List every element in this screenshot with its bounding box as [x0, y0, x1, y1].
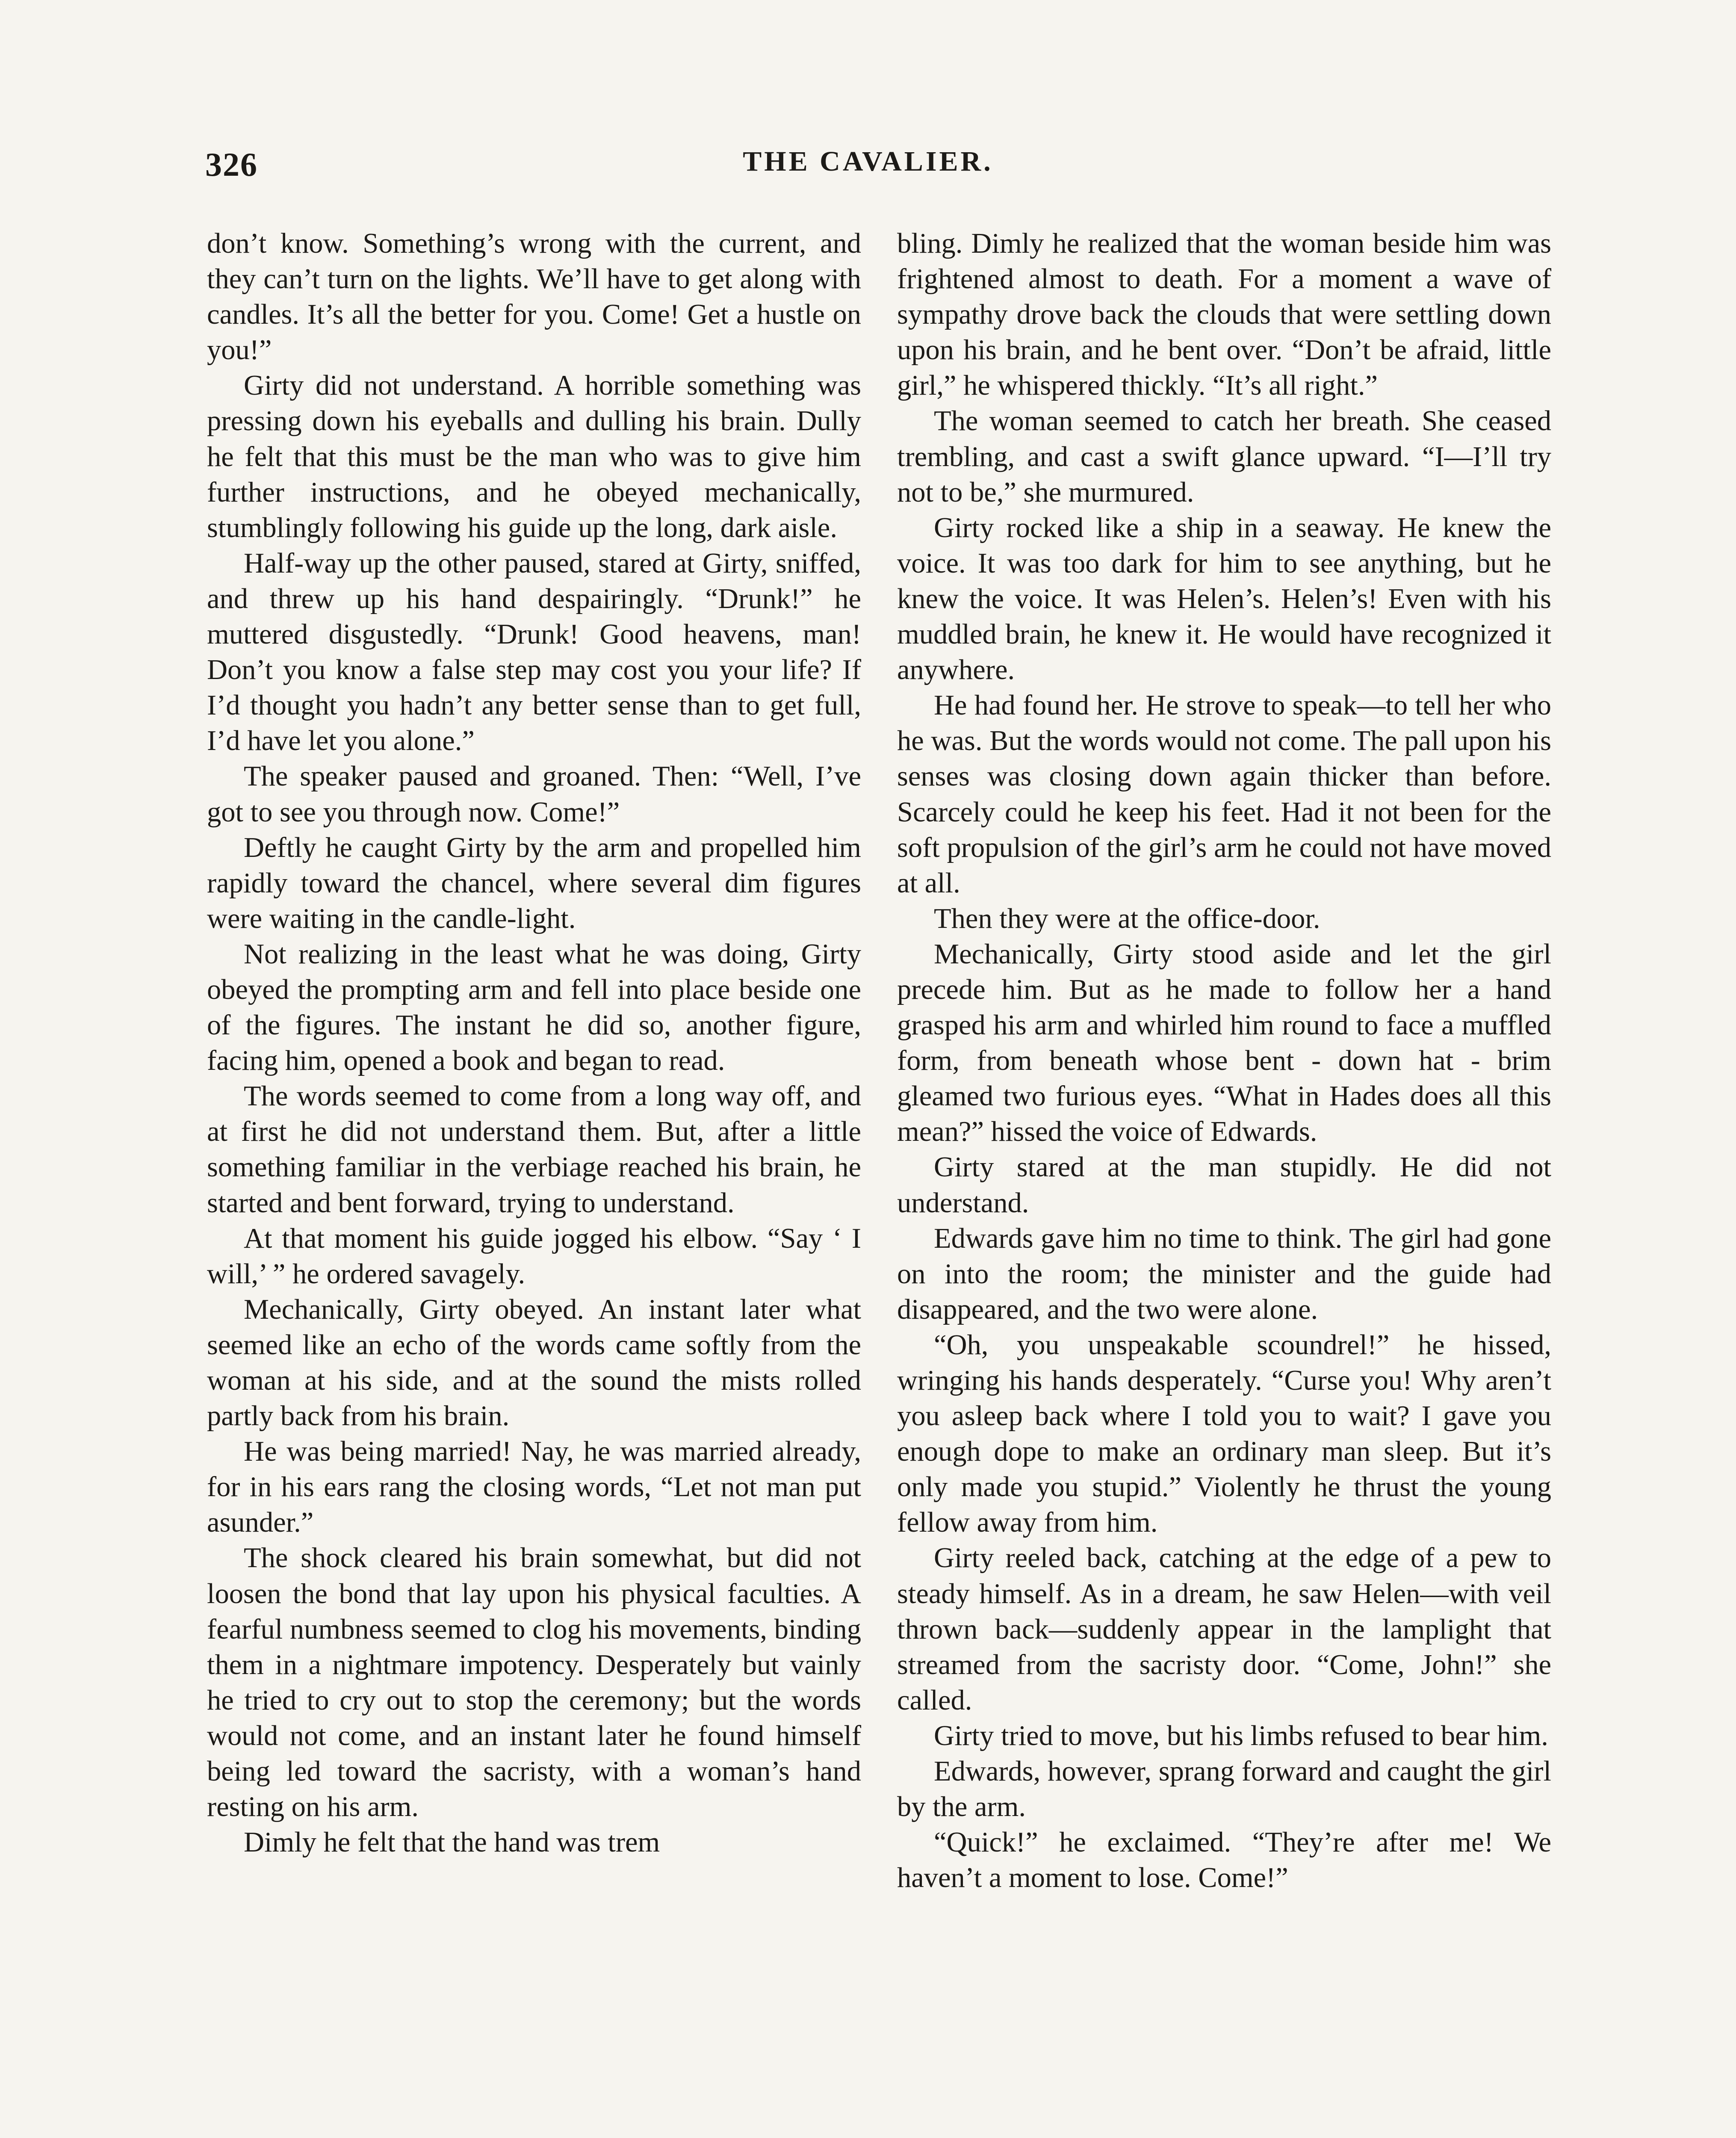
paragraph: Mechanically, Girty stood aside and let the girl precede him. But as he made to follow her a hand grasped his arm and whirled him round to face a muffled form, from beneath whose bent - down hat - brim gleamed two furious eyes. “What in Hades does all this mean?” hissed the voice of Edwards. — [897, 938, 1551, 1148]
paragraph: don’t know. Something’s wrong with the current, and they can’t turn on the lights. We’ll have to get along with candles. It’s all the better for you. Come! Get a hustle on you!” — [207, 228, 861, 366]
paragraph: Then they were at the office-door. — [934, 903, 1320, 934]
text-column-right — [897, 226, 1551, 1896]
paragraph: Girty reeled back, catching at the edge of a pew to steady himself. As in a dream, he saw Helen—with veil thrown back—suddenly appear in the lamplight that streamed from the sacristy door. “Come, John!” she called. — [897, 1542, 1551, 1716]
paragraph: The shock cleared his brain somewhat, but did not loosen the bond that lay upon his physical faculties. A fearful numbness seemed to clog his movements, binding them in a nightmare impotency. Desperately but vainly he tried to cry out to stop the ceremony; but the words would not come, and an instant later he found himself being led toward the sacristy, with a woman’s hand resting on his arm. — [207, 1542, 861, 1823]
paragraph: Girty rocked like a ship in a seaway. He knew the voice. It was too dark for him to see anything, but he knew the voice. It was Helen’s. Helen’s! Even with his muddled brain, he knew it. He would have recognized it anywhere. — [897, 512, 1551, 686]
paragraph: At that moment his guide jogged his elbow. “Say ‘ I will,’ ” he ordered savagely. — [207, 1223, 861, 1290]
paragraph: “Quick!” he exclaimed. “They’re after me! We haven’t a moment to lose. Come!” — [897, 1827, 1551, 1894]
paragraph: Deftly he caught Girty by the arm and propelled him rapidly toward the chancel, where several dim figures were waiting in the candle-light. — [207, 832, 861, 934]
page-header — [0, 145, 1736, 197]
page-number: 326 — [205, 146, 258, 183]
paragraph: Half-way up the other paused, stared at Girty, sniffed, and threw up his hand despairingly. “Drunk!” he muttered disgustedly. “Drunk! Good heavens, man! Don’t you know a false step may cost you your life? If I’d thought you hadn’t any better sense than to get full, I’d have let you alone.” — [207, 547, 861, 757]
paragraph: Girty tried to move, but his limbs refused to bear him. — [934, 1720, 1548, 1751]
paragraph: Girty stared at the man stupidly. He did not understand. — [897, 1152, 1551, 1219]
running-title: THE CAVALIER. — [743, 146, 993, 177]
paragraph: The words seemed to come from a long way off, and at first he did not understand them. But, after a little something familiar in the verbiage reached his brain, he started and bent forward, trying to understand. — [207, 1081, 861, 1219]
paragraph: He was being married! Nay, he was married already, for in his ears rang the closing words, “Let not man put asunder.” — [207, 1436, 861, 1539]
paragraph: The speaker paused and groaned. Then: “Well, I’ve got to see you through now. Come!” — [207, 761, 861, 828]
paragraph: Mechanically, Girty obeyed. An instant later what seemed like an echo of the words came softly from the woman at his side, and at the sound the mists rolled partly back from his brain. — [207, 1293, 861, 1432]
paragraph: Dimly he felt that the hand was trem — [244, 1827, 660, 1858]
paragraph: Not realizing in the least what he was doing, Girty obeyed the prompting arm and fell into place beside one of the figures. The instant he did so, another figure, facing him, opened a book and began to read. — [207, 938, 861, 1077]
paragraph: He had found her. He strove to speak—to tell her who he was. But the words would not come. The pall upon his senses was closing down again thicker than before. Scarcely could he keep his feet. Had it not been for the soft propulsion of the girl’s arm he could not have moved at all. — [897, 690, 1551, 899]
paragraph: Edwards gave him no time to think. The girl had gone on into the room; the minister and the guide had disappeared, and the two were alone. — [897, 1223, 1551, 1325]
text-column-left — [207, 226, 861, 1860]
paragraph: Edwards, however, sprang forward and caught the girl by the arm. — [897, 1756, 1551, 1823]
paragraph: Girty did not understand. A horrible something was pressing down his eyeballs and dulling his brain. Dully he felt that this must be the man who was to give him further instructions, and he obeyed mechanically, stumblingly following his guide up the long, dark aisle. — [207, 370, 861, 543]
paragraph: The woman seemed to catch her breath. She ceased trembling, and cast a swift glance upward. “I—I’ll try not to be,” she murmured. — [897, 405, 1551, 508]
paragraph: “Oh, you unspeakable scoundrel!” he hissed, wringing his hands desperately. “Curse you! Why aren’t you asleep back where I told you to wait? I gave you enough dope to make an ordinary man sleep. But it’s only made you stupid.” Violently he thrust the young fellow away from him. — [897, 1329, 1551, 1539]
paragraph: bling. Dimly he realized that the woman beside him was frightened almost to death. For a moment a wave of sympathy drove back the clouds that were settling down upon his brain, and he bent over. “Don’t be afraid, little girl,” he whispered thickly. “It’s all right.” — [897, 228, 1551, 402]
